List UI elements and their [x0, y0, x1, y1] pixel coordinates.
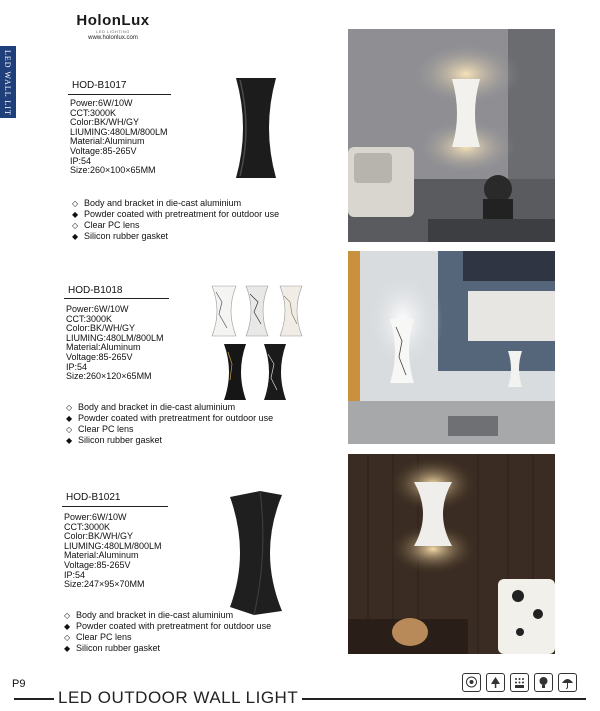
brand-tagline: LED LIGHTING	[96, 29, 130, 34]
footer-rule-left	[14, 698, 54, 700]
spec-line: Voltage:85-265V	[66, 351, 133, 362]
bulb-energy-icon	[534, 673, 553, 692]
living-room-scene	[348, 29, 555, 242]
spec-line: Power:6W/10W	[66, 304, 129, 314]
product-1-model: HOD-B1017	[72, 80, 127, 91]
spec-line: Color:BK/WH/GY	[70, 117, 140, 128]
feature-item: ◆ Powder coated with pretreatment for outdoor use	[72, 209, 280, 219]
footer-rule-right	[302, 698, 586, 700]
terrace-scene	[348, 251, 555, 444]
product-3-photo	[348, 454, 555, 654]
feature-item: ◇ Body and bracket in die-cast aluminium	[64, 610, 234, 620]
spec-line: Power:6W/10W	[70, 98, 133, 108]
spec-line: IP:54	[64, 569, 86, 580]
product-2-specs	[66, 305, 164, 382]
spec-line: CCT:3000K	[64, 521, 111, 532]
product-2-features	[66, 402, 273, 446]
feature-item: ◇ Body and bracket in die-cast aluminium	[66, 402, 236, 412]
feature-item: ◇ Clear PC lens	[66, 424, 134, 434]
spec-line: CCT:3000K	[70, 107, 117, 118]
spec-line: CCT:3000K	[66, 313, 113, 324]
feature-item: ◆ Silicon rubber gasket	[72, 231, 169, 241]
brand-logo	[68, 12, 158, 41]
product-3-rule	[62, 506, 168, 507]
waterproof-umbrella-icon	[558, 673, 577, 692]
spec-line: Color:BK/WH/GY	[66, 323, 136, 334]
feature-item: ◇ Body and bracket in die-cast aluminium	[72, 198, 242, 208]
spec-line: Voltage:85-265V	[70, 145, 137, 156]
product-3-specs	[64, 513, 162, 590]
spec-line: Size:247×95×70MM	[64, 579, 145, 590]
product-1-specs	[70, 99, 168, 176]
spec-line: Voltage:85-265V	[64, 559, 131, 570]
product-2-model: HOD-B1018	[68, 285, 123, 296]
spec-line: IP:54	[66, 361, 88, 372]
product-3-model: HOD-B1021	[66, 492, 121, 503]
feature-item: ◆ Powder coated with pretreatment for outdoor use	[66, 413, 274, 423]
spec-line: LIUMING:480LM/800LM	[66, 332, 164, 343]
spec-line: Size:260×100×65MM	[70, 165, 156, 176]
feature-item: ◆ Silicon rubber gasket	[64, 643, 161, 653]
side-tab-label: LED WALL LIT	[3, 50, 12, 116]
footer-title: LED OUTDOOR WALL LIGHT	[58, 688, 299, 707]
spec-line: Material:Aluminum	[70, 136, 145, 147]
spec-line: Power:6W/10W	[64, 512, 127, 522]
spec-line: IP:54	[70, 155, 92, 166]
product-2-rule	[64, 298, 169, 299]
product-2-lamp-variants	[206, 282, 306, 402]
page-number: P9	[12, 678, 26, 690]
die-cast-aluminium-icon	[462, 673, 481, 692]
spec-line: LIUMING:480LM/800LM	[64, 540, 162, 551]
product-1-rule	[68, 94, 171, 95]
spec-line: Size:260×120×65MM	[66, 371, 152, 382]
spec-line: Material:Aluminum	[66, 342, 141, 353]
led-chip-icon	[510, 673, 529, 692]
product-2-photo	[348, 251, 555, 444]
brand-website: www.holonlux.com	[88, 35, 138, 41]
product-3-lamp-image	[228, 489, 284, 617]
feature-item: ◆ Powder coated with pretreatment for outdoor use	[64, 621, 272, 631]
product-1-photo	[348, 29, 555, 242]
wood-wall-scene	[348, 454, 555, 654]
section-side-tab	[0, 46, 16, 118]
product-1-lamp-image	[232, 76, 280, 180]
brand-name: HolonLux	[76, 12, 150, 29]
outdoor-tree-icon	[486, 673, 505, 692]
feature-item: ◇ Clear PC lens	[72, 220, 140, 230]
spec-line: LIUMING:480LM/800LM	[70, 126, 168, 137]
feature-item: ◇ Clear PC lens	[64, 632, 132, 642]
feature-item: ◆ Silicon rubber gasket	[66, 435, 163, 445]
product-1-features	[72, 198, 279, 242]
spec-line: Color:BK/WH/GY	[64, 531, 134, 542]
spec-line: Material:Aluminum	[64, 550, 139, 561]
